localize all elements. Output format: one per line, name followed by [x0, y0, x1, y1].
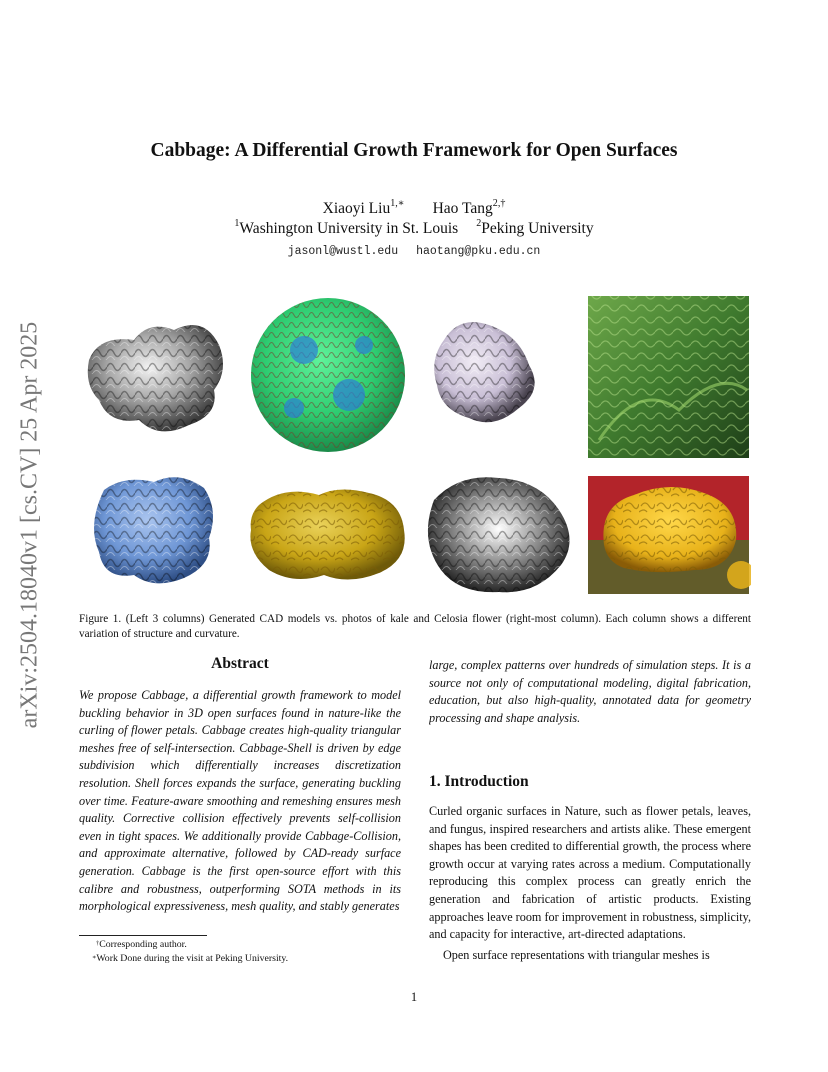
email-address[interactable]: jasonl@wustl.edu	[287, 245, 399, 258]
affiliation: Peking University	[481, 220, 594, 237]
author-affil-mark: 1,∗	[390, 198, 405, 209]
footnote-mark: †	[96, 939, 100, 947]
affiliation: Washington University in St. Louis	[239, 220, 459, 237]
author-name: Xiaoyi Liu	[322, 200, 391, 217]
blue-cad-model	[94, 477, 213, 583]
arxiv-sidebar	[10, 285, 50, 765]
figure-caption: Figure 1. (Left 3 columns) Generated CAD models vs. photos of kale and Celosia flower (right-most column). Each column shows a different variation of structure and curvature.	[79, 613, 751, 640]
figure-1	[79, 290, 751, 602]
abstract-text-continued: large, complex patterns over hundreds of simulation steps. It is a source not only of computational modeling, digital fabrication, education, but also high-quality, annotated data for geometry processing and shape analysis.	[429, 658, 751, 725]
kale-photo	[588, 296, 749, 458]
paper-title: Cabbage: A Differential Growth Framework for Open Surfaces	[150, 140, 678, 161]
lilac-cad-model	[434, 322, 534, 422]
abstract-text: We propose Cabbage, a differential growth framework to model buckling behavior in 3D open surfaces found in nature-like the curling of flower petals. Cabbage creates high-quality triangular meshes free of self-intersection. Cabbage-Shell is driven by edge subdivision which differentially increases discretization resolution. Shell forces expands the surface, generating buckling over time. Feature-aware smoothing and remeshing ensures mesh quality. Corrective collision effectively prevents self-collision even in tight spaces. We additionally provide Cabbage-Collision, and approximate alternative, followed by CAD-ready surface generation. Cabbage is the first open-source effort with this calibre and robustness, outperforming SOTA methods in its morphological expressiveness, mesh quality, and stably generates	[79, 688, 401, 914]
page-number: 1	[410, 990, 418, 1004]
figure-1-panels	[79, 290, 751, 602]
footnote	[92, 952, 288, 965]
footnote-text: Corresponding author.	[99, 939, 187, 950]
bw-cad-model	[428, 477, 570, 592]
affiliation-line	[0, 220, 828, 238]
email-line	[0, 245, 828, 258]
footnote	[96, 938, 187, 951]
arxiv-identifier: arXiv:2504.18040v1 [cs.CV] 25 Apr 2025	[16, 321, 43, 729]
footnote-mark: ∗	[92, 953, 97, 961]
green-cad-model	[251, 298, 405, 452]
abstract-body-right	[429, 657, 751, 727]
author-affil-mark: 2,†	[492, 198, 506, 209]
author-name: Hao Tang	[432, 200, 493, 217]
affil-mark: 2	[476, 218, 482, 229]
abstract-body-left	[79, 687, 401, 919]
abstract-heading: Abstract	[211, 655, 269, 672]
footnote-rule	[79, 935, 207, 936]
footnote-text: Work Done during the visit at Peking University.	[96, 953, 289, 964]
section-heading: 1. Introduction	[429, 773, 529, 790]
intro-paragraph: Curled organic surfaces in Nature, such as flower petals, leaves, and fungus, inspired researchers and artists alike. These emergent shapes has been credited to differential growth, the process where growth occur at varying rates across a medium. Computationally reproducing this complex process can greatly enrich the generation and fabrication of artistic products. Existing approaches leave room for improvement in robustness, simplicity, and capacity for interactive, art-directed adaptations.	[429, 804, 751, 942]
gray-cad-model	[88, 325, 223, 431]
author-line	[0, 200, 828, 218]
yellow-cad-model	[250, 489, 404, 579]
affil-mark: 1	[234, 218, 240, 229]
email-address[interactable]: haotang@pku.edu.cn	[416, 245, 541, 258]
celosia-flower-photo	[588, 476, 751, 594]
intro-paragraph: Open surface representations with triangular meshes is	[443, 948, 710, 962]
